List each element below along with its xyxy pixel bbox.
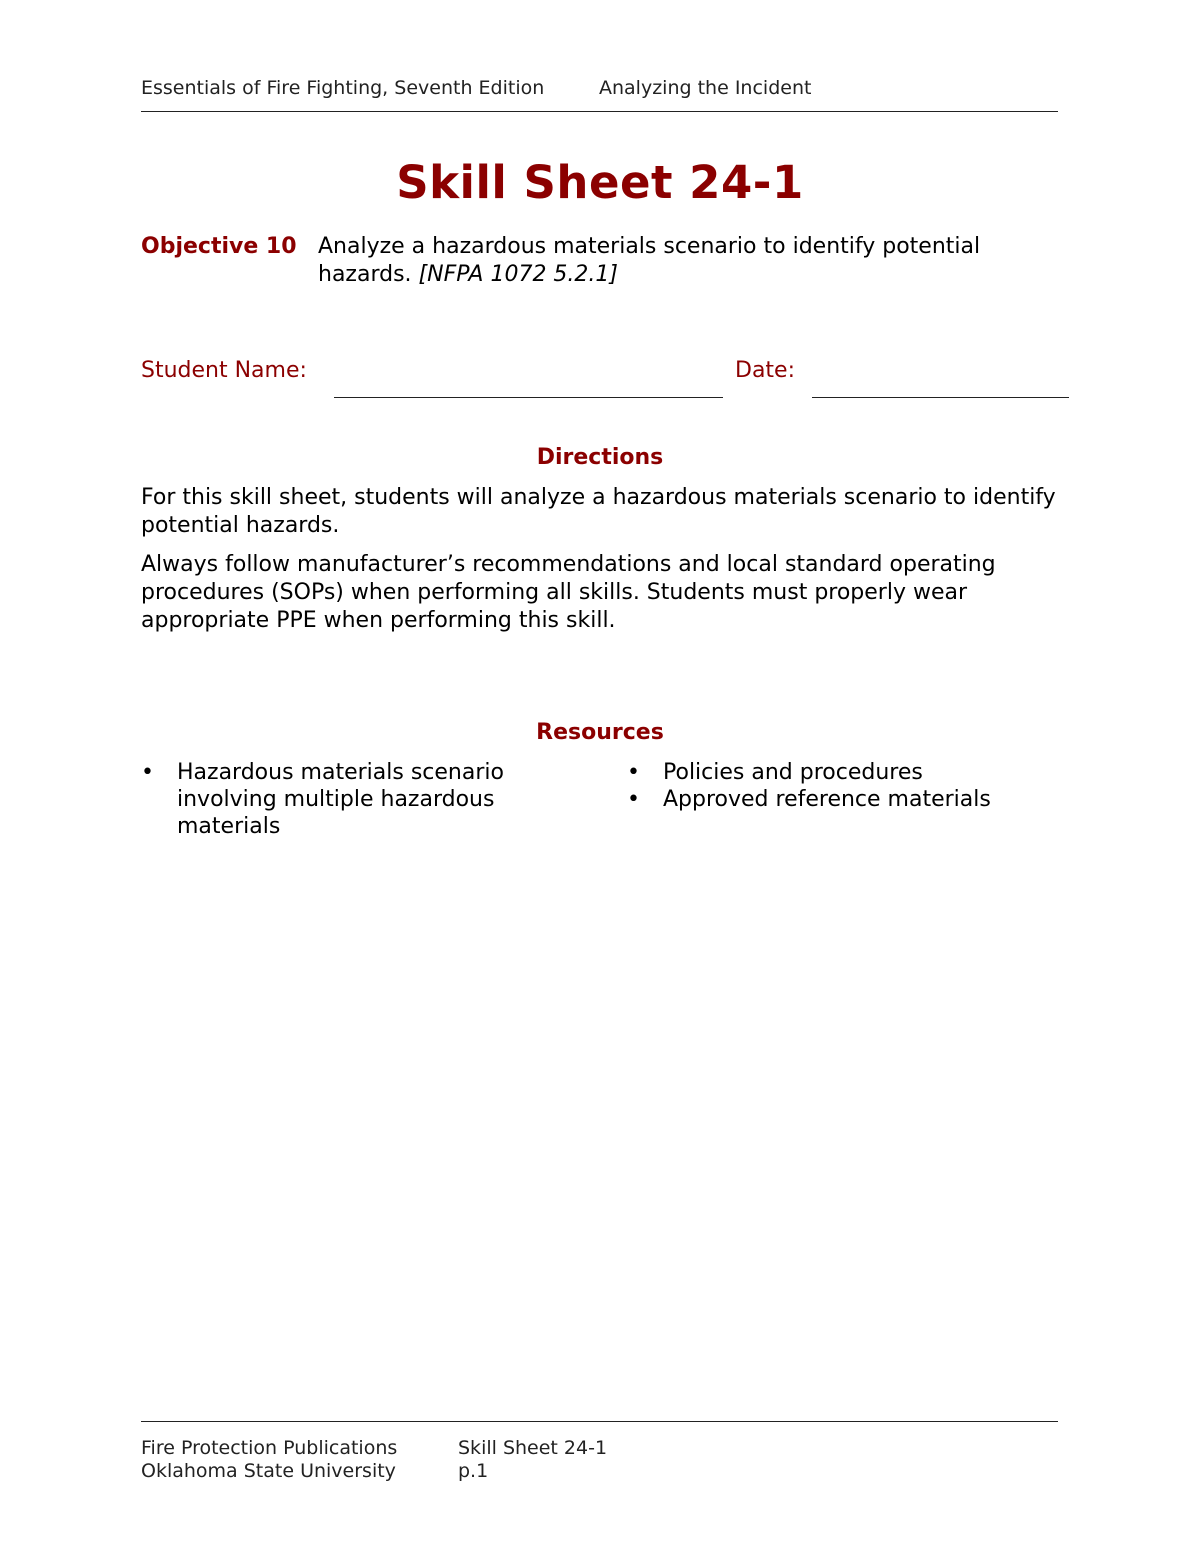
footer-page-number: p.1 [458, 1460, 489, 1482]
list-item [141, 759, 541, 840]
student-name-field[interactable] [334, 397, 723, 398]
resources-list-left [141, 759, 541, 840]
objective-description: Analyze a hazardous materials scenario to identify potential hazards. [318, 234, 981, 287]
header-chapter-title: Analyzing the Incident [599, 77, 812, 99]
directions-paragraph-2: Always follow manufacturer’s recommendations and local standard operating procedures (SOPs) when performing all skills. Students must properly wear appropriate PPE when performing this skill. [141, 552, 996, 633]
resource-item-label: Hazardous materials scenario involving multiple hazardous materials [177, 760, 504, 839]
footer-sheet-number: Skill Sheet 24-1 [458, 1437, 608, 1459]
objective-label: Objective 10 [141, 234, 297, 259]
directions-paragraph-1: For this skill sheet, students will analyze a hazardous materials scenario to identify potential hazards. [141, 485, 1056, 538]
list-item [627, 786, 1067, 813]
page-title: Skill Sheet 24-1 [396, 156, 804, 209]
footer-divider [141, 1421, 1058, 1422]
header-divider [141, 111, 1058, 112]
date-label: Date: [735, 358, 795, 383]
resource-item-label: Policies and procedures [663, 760, 923, 785]
bullet-icon: • [141, 760, 154, 785]
objective-text [318, 233, 1058, 289]
resources-heading: Resources [536, 720, 664, 745]
footer-university: Oklahoma State University [141, 1460, 396, 1482]
objective-reference: [NFPA 1072 5.2.1] [418, 262, 618, 287]
header-book-title: Essentials of Fire Fighting, Seventh Edition [141, 77, 545, 99]
bullet-icon: • [627, 787, 640, 812]
list-item [627, 759, 1067, 786]
student-name-label: Student Name: [141, 358, 307, 383]
resources-list-right [627, 759, 1067, 813]
directions-heading: Directions [536, 445, 664, 470]
date-field[interactable] [812, 397, 1069, 398]
bullet-icon: • [627, 760, 640, 785]
footer-publisher: Fire Protection Publications [141, 1437, 398, 1459]
resource-item-label: Approved reference materials [663, 787, 991, 812]
